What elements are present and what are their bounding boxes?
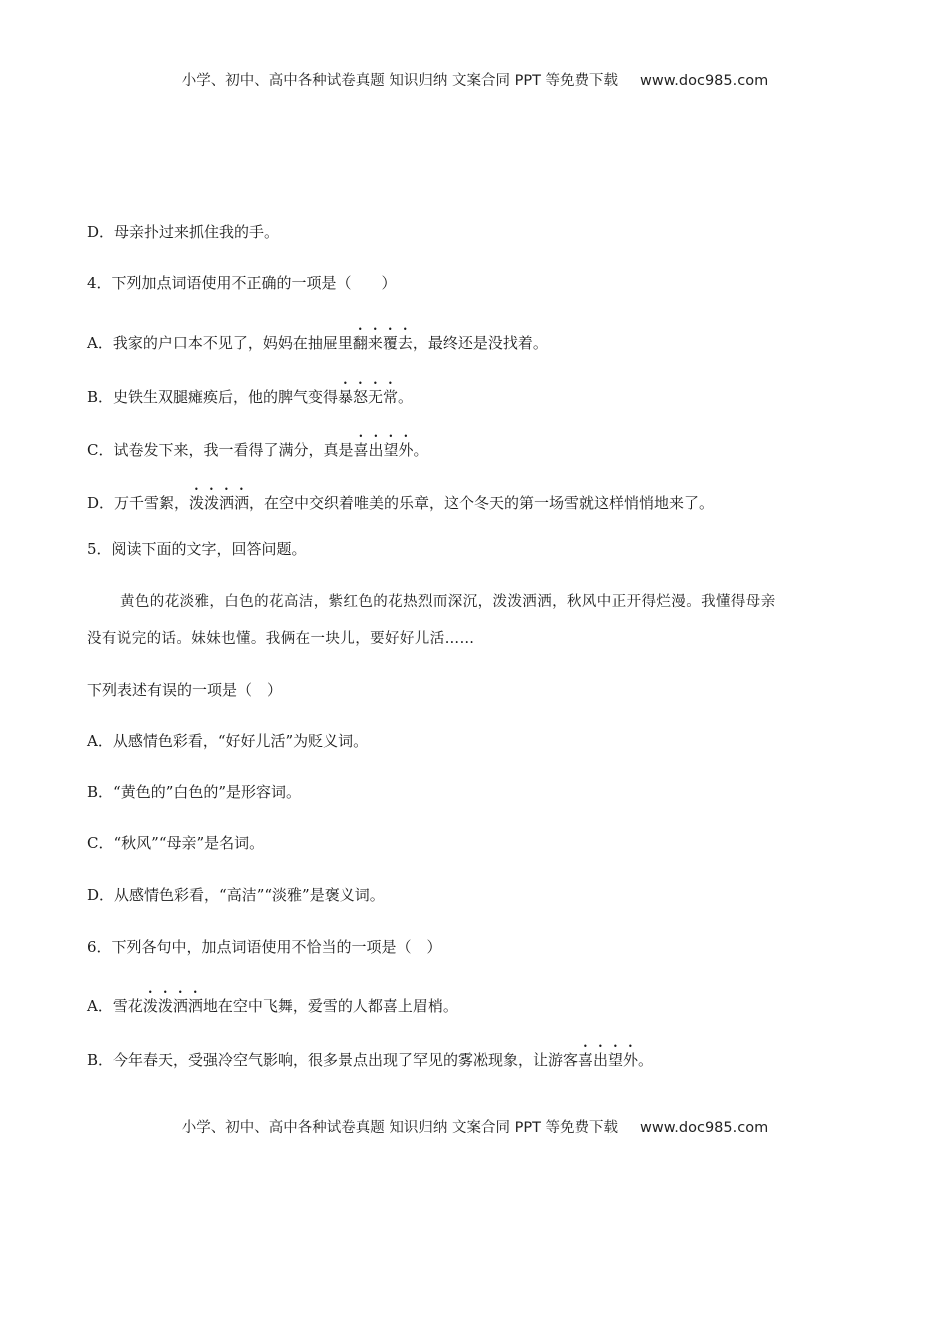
q4c-emphasis: 喜出望外 <box>353 441 414 459</box>
q5-option-d: D．从感情色彩看，“高洁”“淡雅”是褒义词。 <box>87 886 385 904</box>
q4d-text: D．万千雪絮， <box>87 494 190 512</box>
q5-option-c: C．“秋风”“母亲”是名词。 <box>87 834 265 852</box>
q4a-emphasis: 翻来覆去 <box>352 334 413 352</box>
q4a-text-end: ，最终还是没找着。 <box>412 334 548 352</box>
q4a-text: A．我家的户口本不见了，妈妈在抽屉里 <box>87 334 353 352</box>
q4d-text-end: ，在空中交织着唯美的乐章，这个冬天的第一场雪就这样悄悄地来了。 <box>249 494 715 512</box>
passage-line-1: 黄色的花淡雅，白色的花高洁，紫红色的花热烈而深沉，泼泼洒洒，秋风中正开得烂漫。我懂得母亲 <box>120 594 776 610</box>
q6a-text: A．雪花 <box>87 997 143 1015</box>
q6b-text: B．今年春天，受强冷空气影响，很多景点出现了罕见的雾凇现象，让游客 <box>87 1051 579 1069</box>
q4-option-d <box>87 485 714 513</box>
page-header <box>0 69 950 90</box>
q4c-text: C．试卷发下来，我一看得了满分，真是 <box>87 441 354 459</box>
q4-option-c <box>87 432 429 460</box>
q5-option-a: A．从感情色彩看，“好好儿活”为贬义词。 <box>87 732 369 750</box>
q4b-text: B．史铁生双腿瘫痪后，他的脾气变得 <box>87 388 339 406</box>
q6a-text-end: 地在空中飞舞，爱雪的人都喜上眉梢。 <box>202 997 458 1015</box>
page-footer <box>0 1116 950 1137</box>
q4-option-a <box>87 325 548 353</box>
question-5-stem: 下列表述有误的一项是（ ） <box>87 681 283 699</box>
option-d-prev: D．母亲扑过来抓住我的手。 <box>87 223 280 241</box>
q4d-emphasis: 泼泼洒洒 <box>189 494 250 512</box>
q6b-text-end: 。 <box>638 1051 654 1069</box>
question-6: 6．下列各句中，加点词语使用不恰当的一项是（ ） <box>87 938 442 956</box>
question-4: 4．下列加点词语使用不正确的一项是（ ） <box>87 274 397 292</box>
q4-option-b <box>87 379 413 407</box>
q6-option-b <box>87 1042 653 1070</box>
passage-line-2: 没有说完的话。妹妹也懂。我俩在一块儿，要好好儿活…… <box>87 631 475 647</box>
q6-option-a <box>87 988 458 1016</box>
q4b-text-end: 。 <box>398 388 414 406</box>
q6b-emphasis: 喜出望外 <box>578 1051 639 1069</box>
footer-url[interactable]: www.doc985.com <box>640 1120 769 1136</box>
footer-text: 小学、初中、高中各种试卷真题 知识归纳 文案合同 PPT 等免费下载 <box>181 1120 619 1136</box>
q5-option-b: B．“黄色的”白色的”是形容词。 <box>87 783 302 801</box>
question-5: 5．阅读下面的文字，回答问题。 <box>87 540 307 558</box>
q4c-text-end: 。 <box>413 441 429 459</box>
header-url[interactable]: www.doc985.com <box>640 73 769 89</box>
q4b-emphasis: 暴怒无常 <box>338 388 399 406</box>
q6a-emphasis: 泼泼洒洒 <box>142 997 203 1015</box>
header-text: 小学、初中、高中各种试卷真题 知识归纳 文案合同 PPT 等免费下载 <box>181 73 619 89</box>
